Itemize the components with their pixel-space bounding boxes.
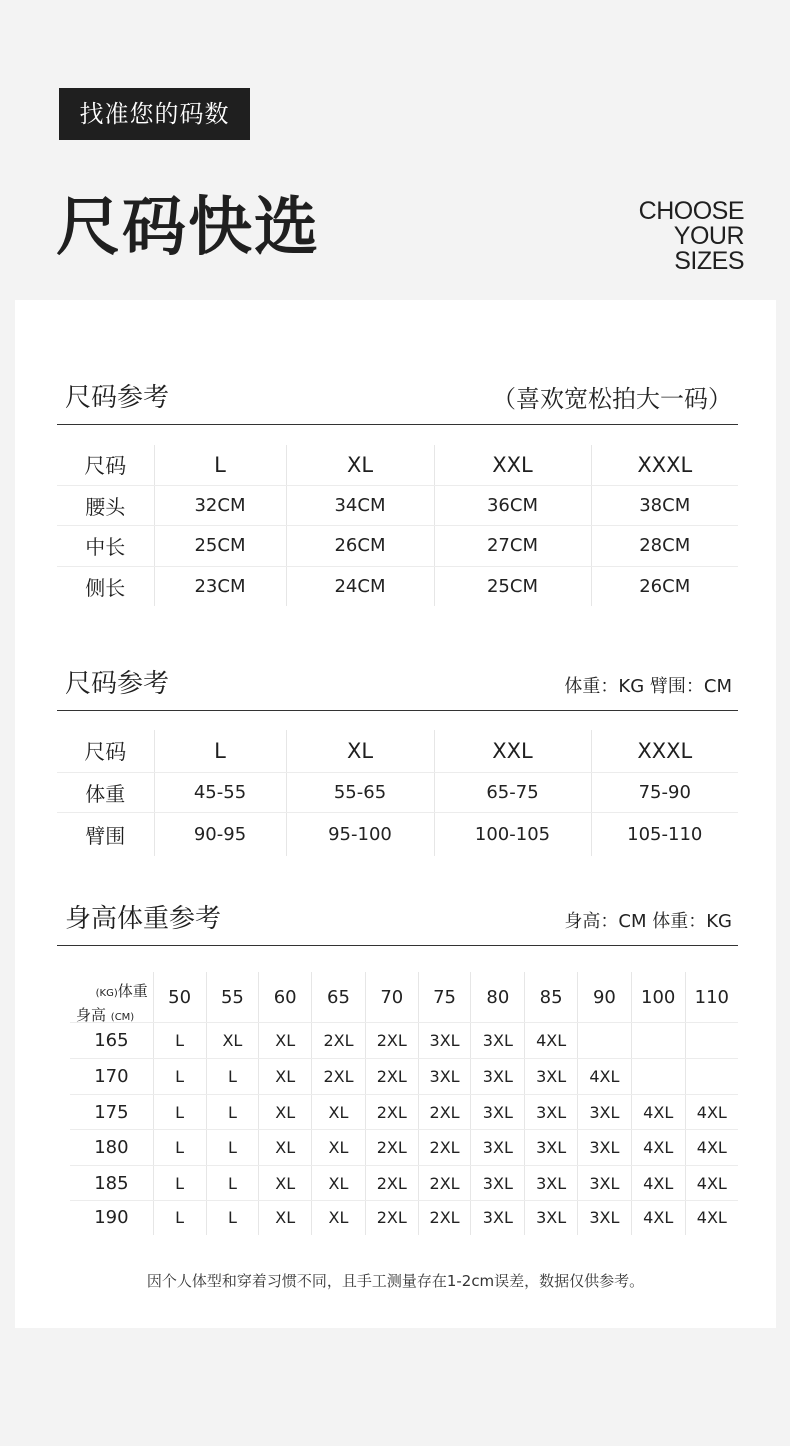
- table-row: [57, 566, 738, 606]
- table-cell: 36CM: [434, 485, 591, 525]
- size-cell: 3XL: [578, 1166, 632, 1201]
- size-column-header: XXL: [434, 445, 591, 485]
- corner-header: [70, 972, 153, 1023]
- size-cell: 4XL: [578, 1059, 632, 1095]
- size-cell: 4XL: [685, 1166, 738, 1201]
- weight-axis-label: [96, 980, 148, 1001]
- size-cell: 2XL: [418, 1130, 471, 1166]
- size-cell: 3XL: [471, 1201, 525, 1235]
- size-cell: 3XL: [471, 1095, 525, 1130]
- size-cell: XL: [259, 1201, 312, 1235]
- section-note: 体重：KG 臂围：CM: [564, 676, 732, 697]
- size-cell: 3XL: [471, 1166, 525, 1201]
- weight-column-header: 75: [418, 972, 471, 1023]
- table-cell: 28CM: [591, 525, 738, 566]
- size-cell: XL: [259, 1095, 312, 1130]
- weight-arm-table: [57, 730, 738, 856]
- table-cell: 90-95: [154, 812, 286, 856]
- size-cell: 2XL: [418, 1166, 471, 1201]
- table-cell: 26CM: [286, 525, 434, 566]
- weight-unit: (KG): [95, 988, 118, 999]
- section-note: （喜欢宽松拍大一码）: [492, 385, 732, 413]
- table-row: [70, 1201, 738, 1235]
- weight-column-header: 70: [365, 972, 418, 1023]
- section-title: 尺码参考: [65, 669, 170, 699]
- size-cell: 2XL: [418, 1095, 471, 1130]
- weight-column-header: 90: [578, 972, 632, 1023]
- table-cell: 25CM: [154, 525, 286, 566]
- size-cell: 2XL: [365, 1095, 418, 1130]
- weight-column-header: 85: [525, 972, 578, 1023]
- size-column-header: XXXL: [591, 730, 738, 772]
- size-cell: L: [153, 1130, 206, 1166]
- table-row: [70, 1059, 738, 1095]
- row-label: 腰头: [57, 485, 154, 525]
- size-cell: 2XL: [312, 1023, 366, 1059]
- height-unit: (CM): [110, 1012, 135, 1023]
- size-cell: 3XL: [525, 1201, 578, 1235]
- size-cell: 3XL: [418, 1059, 471, 1095]
- size-column-header: XXL: [434, 730, 591, 772]
- english-subtitle-line: YOUR: [673, 222, 744, 250]
- row-label: 中长: [57, 525, 154, 566]
- table-cell: 25CM: [434, 566, 591, 606]
- corner-labels: [70, 972, 153, 1022]
- table-cell: 23CM: [154, 566, 286, 606]
- size-cell: 3XL: [578, 1201, 632, 1235]
- size-cell: XL: [259, 1166, 312, 1201]
- size-cell: 4XL: [631, 1130, 685, 1166]
- size-cell: 4XL: [631, 1166, 685, 1201]
- size-cell: 3XL: [525, 1166, 578, 1201]
- size-cell: 2XL: [365, 1023, 418, 1059]
- size-cell: 2XL: [418, 1201, 471, 1235]
- size-cell: XL: [206, 1023, 259, 1059]
- table-row: [57, 812, 738, 856]
- height-label: 身高: [76, 1006, 107, 1024]
- size-cell: L: [206, 1059, 259, 1095]
- size-cell: [578, 1023, 632, 1059]
- size-cell: 4XL: [685, 1095, 738, 1130]
- table-row: [70, 1095, 738, 1130]
- size-cell: [631, 1059, 685, 1095]
- size-column-header: XL: [286, 445, 434, 485]
- size-cell: 2XL: [365, 1059, 418, 1095]
- size-cell: 3XL: [525, 1130, 578, 1166]
- disclaimer-note: 因个人体型和穿着习惯不同，且手工测量存在1-2cm误差，数据仅供参考。: [146, 1272, 645, 1290]
- table-cell: 100-105: [434, 812, 591, 856]
- section-header-weight-arm: [57, 650, 738, 711]
- size-cell: L: [153, 1095, 206, 1130]
- size-cell: 4XL: [631, 1095, 685, 1130]
- height-row-label: 170: [70, 1059, 153, 1095]
- size-cell: L: [206, 1095, 259, 1130]
- height-row-label: 175: [70, 1095, 153, 1130]
- size-cell: L: [206, 1166, 259, 1201]
- size-cell: 3XL: [418, 1023, 471, 1059]
- table-cell: 27CM: [434, 525, 591, 566]
- size-cell: L: [206, 1201, 259, 1235]
- size-cell: L: [153, 1059, 206, 1095]
- size-cell: [631, 1023, 685, 1059]
- size-cell: 3XL: [578, 1095, 632, 1130]
- size-cell: 3XL: [525, 1095, 578, 1130]
- size-cell: XL: [259, 1059, 312, 1095]
- size-cell: 3XL: [471, 1130, 525, 1166]
- table-cell: 34CM: [286, 485, 434, 525]
- table-header-row: [57, 730, 738, 772]
- weight-column-header: 110: [685, 972, 738, 1023]
- weight-column-header: 65: [312, 972, 366, 1023]
- section-header-height-weight: [57, 886, 738, 946]
- height-row-label: 180: [70, 1130, 153, 1166]
- section-title: 身高体重参考: [65, 904, 222, 934]
- row-label-header: 尺码: [57, 445, 154, 485]
- table-cell: 75-90: [591, 772, 738, 812]
- page-title: 尺码快选: [56, 191, 320, 265]
- english-subtitle: [639, 199, 744, 274]
- height-row-label: 165: [70, 1023, 153, 1059]
- row-label: 侧长: [57, 566, 154, 606]
- size-cell: 4XL: [696, 1208, 727, 1228]
- table-cell: 45-55: [154, 772, 286, 812]
- size-cell: 2XL: [365, 1201, 418, 1235]
- size-cell: [685, 1023, 738, 1059]
- weight-header-row: [70, 972, 738, 1023]
- table-row: [57, 485, 738, 525]
- section-header-size-measurements: [57, 364, 738, 425]
- table-header-row: [57, 445, 738, 485]
- height-row-label: 185: [70, 1166, 153, 1201]
- size-cell: 3XL: [471, 1023, 525, 1059]
- size-column-header: L: [154, 730, 286, 772]
- weight-column-header: 100: [631, 972, 685, 1023]
- size-cell: XL: [312, 1201, 366, 1235]
- weight-column-header: 60: [259, 972, 312, 1023]
- row-label-header: 尺码: [57, 730, 154, 772]
- table-row: [57, 772, 738, 812]
- table-row: [57, 525, 738, 566]
- size-cell: 4XL: [631, 1201, 685, 1235]
- table-cell: 24CM: [286, 566, 434, 606]
- size-cell: 2XL: [365, 1166, 418, 1201]
- table-row: [70, 1023, 738, 1059]
- row-label: 臂围: [57, 812, 154, 856]
- table-row: [70, 1166, 738, 1201]
- size-cell: 3XL: [525, 1059, 578, 1095]
- size-cell: L: [206, 1130, 259, 1166]
- size-cell: XL: [312, 1166, 366, 1201]
- size-chart-card: [15, 300, 776, 1328]
- size-cell: XL: [312, 1095, 366, 1130]
- size-cell: 3XL: [578, 1130, 632, 1166]
- size-column-header: XXXL: [591, 445, 738, 485]
- english-subtitle-line: SIZES: [674, 247, 744, 275]
- table-row: [70, 1130, 738, 1166]
- size-cell: 4XL: [525, 1023, 578, 1059]
- table-cell: 26CM: [639, 575, 691, 597]
- section-title: 尺码参考: [65, 383, 170, 413]
- size-cell: 3XL: [471, 1059, 525, 1095]
- size-cell: 2XL: [312, 1059, 366, 1095]
- size-column-header: XL: [286, 730, 434, 772]
- size-cell: XL: [259, 1023, 312, 1059]
- size-cell: L: [153, 1166, 206, 1201]
- height-weight-table: [70, 972, 738, 1235]
- row-label: 体重: [57, 772, 154, 812]
- size-measurement-table: [57, 445, 738, 606]
- weight-column-header: 80: [471, 972, 525, 1023]
- size-cell: XL: [312, 1130, 366, 1166]
- english-subtitle-line: CHOOSE: [638, 197, 744, 225]
- size-column-header: L: [154, 445, 286, 485]
- table-cell: 32CM: [154, 485, 286, 525]
- table-cell: 105-110: [627, 823, 703, 845]
- table-cell: 95-100: [286, 812, 434, 856]
- size-cell: L: [153, 1023, 206, 1059]
- table-cell: 38CM: [591, 485, 738, 525]
- height-axis-label: [76, 1004, 134, 1025]
- weight-label: 体重: [117, 982, 148, 1000]
- height-row-label: 190: [70, 1201, 153, 1235]
- size-cell: 2XL: [365, 1130, 418, 1166]
- table-cell: 55-65: [286, 772, 434, 812]
- size-cell: XL: [259, 1130, 312, 1166]
- section-note: 身高：CM 体重：KG: [564, 911, 732, 932]
- size-cell: 4XL: [685, 1130, 738, 1166]
- size-cell: L: [153, 1201, 206, 1235]
- weight-column-header: 55: [206, 972, 259, 1023]
- size-cell: [685, 1059, 738, 1095]
- section-badge: 找准您的码数: [59, 88, 250, 140]
- table-cell: 65-75: [434, 772, 591, 812]
- weight-column-header: 50: [153, 972, 206, 1023]
